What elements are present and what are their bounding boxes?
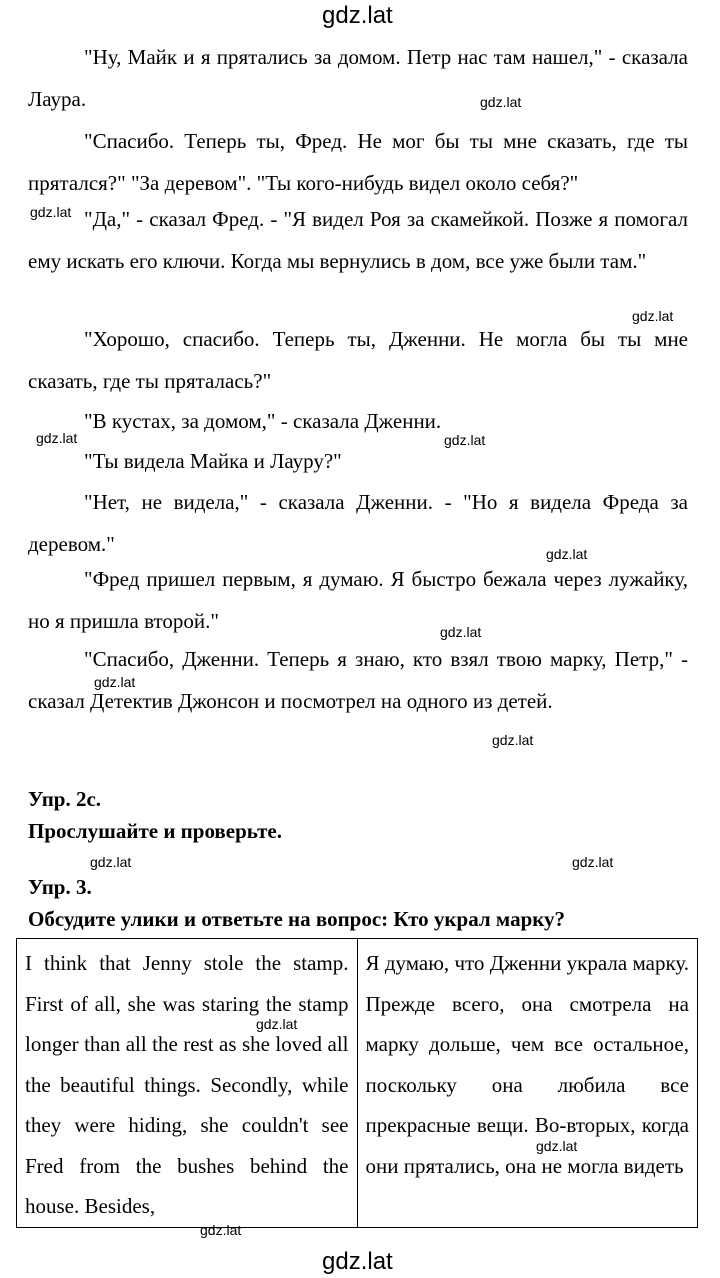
- exercise-2c-title: Упр. 2c.: [28, 787, 102, 811]
- watermark: gdz.lat: [440, 624, 482, 640]
- answer-russian-cell: Я думаю, что Дженни украла марку. Прежде всего, она смотрела на марку дольше, чем все остальное, поскольку она любила все прекрасные вещи. Во-вторых, когда они прятались, она не могла видеть: [357, 939, 698, 1228]
- watermark-bottom: gdz.lat: [322, 1248, 393, 1275]
- watermark: gdz.lat: [444, 432, 486, 448]
- watermark: gdz.lat: [572, 854, 614, 870]
- exercise-3-title: Упр. 3.: [28, 875, 92, 899]
- watermark: gdz.lat: [200, 1222, 242, 1238]
- watermark: gdz.lat: [94, 674, 136, 690]
- answer-english-cell: I think that Jenny stole the stamp. First of all, she was staring the stamp longer than all the rest as she loved all the beautiful things. Secondly, while they were hiding, she couldn't see Fred from the bushes behind the house. Besides,: [17, 939, 358, 1228]
- watermark: gdz.lat: [480, 94, 522, 110]
- table-row: [17, 939, 698, 1228]
- watermark: gdz.lat: [256, 1016, 298, 1032]
- story-paragraph: "В кустах, за домом," - сказала Дженни.: [84, 409, 442, 433]
- story-paragraph: "Фред пришел первым, я думаю. Я быстро бежала через лужайку, но я пришла второй.": [28, 567, 688, 633]
- watermark: gdz.lat: [30, 204, 72, 220]
- story-paragraph: "Хорошо, спасибо. Теперь ты, Дженни. Не могла бы ты мне сказать, где ты пряталась?": [28, 327, 688, 393]
- watermark: gdz.lat: [90, 854, 132, 870]
- watermark: gdz.lat: [492, 732, 534, 748]
- watermark: gdz.lat: [536, 1138, 578, 1154]
- story-paragraph: "Спасибо. Теперь ты, Фред. Не мог бы ты мне сказать, где ты прятался?" "За деревом". "Ты кого-нибудь видел около себя?": [28, 129, 688, 195]
- story-paragraph: "Да," - сказал Фред. - "Я видел Роя за скамейкой. Позже я помогал ему искать его ключи. Когда мы вернулись в дом, все уже были там.": [28, 207, 688, 273]
- story-paragraph: "Нет, не видела," - сказала Дженни. - "Но я видела Фреда за деревом.": [28, 490, 688, 556]
- watermark: gdz.lat: [632, 308, 674, 324]
- watermark: gdz.lat: [36, 430, 78, 446]
- watermark: gdz.lat: [546, 546, 588, 562]
- exercise-2c-task: Прослушайте и проверьте.: [28, 819, 282, 843]
- story-paragraph: "Ты видела Майка и Лауру?": [84, 449, 342, 473]
- watermark-top: gdz.lat: [322, 2, 393, 29]
- story-paragraph: "Ну, Майк и я прятались за домом. Петр нас там нашел," - сказала Лаура.: [28, 45, 688, 111]
- answer-table: [16, 938, 698, 1228]
- exercise-3-task: Обсудите улики и ответьте на вопрос: Кто украл марку?: [28, 907, 566, 931]
- story-paragraph: "Спасибо, Дженни. Теперь я знаю, кто взял твою марку, Петр," - сказал Детектив Джонсон и посмотрел на одного из детей.: [28, 647, 688, 713]
